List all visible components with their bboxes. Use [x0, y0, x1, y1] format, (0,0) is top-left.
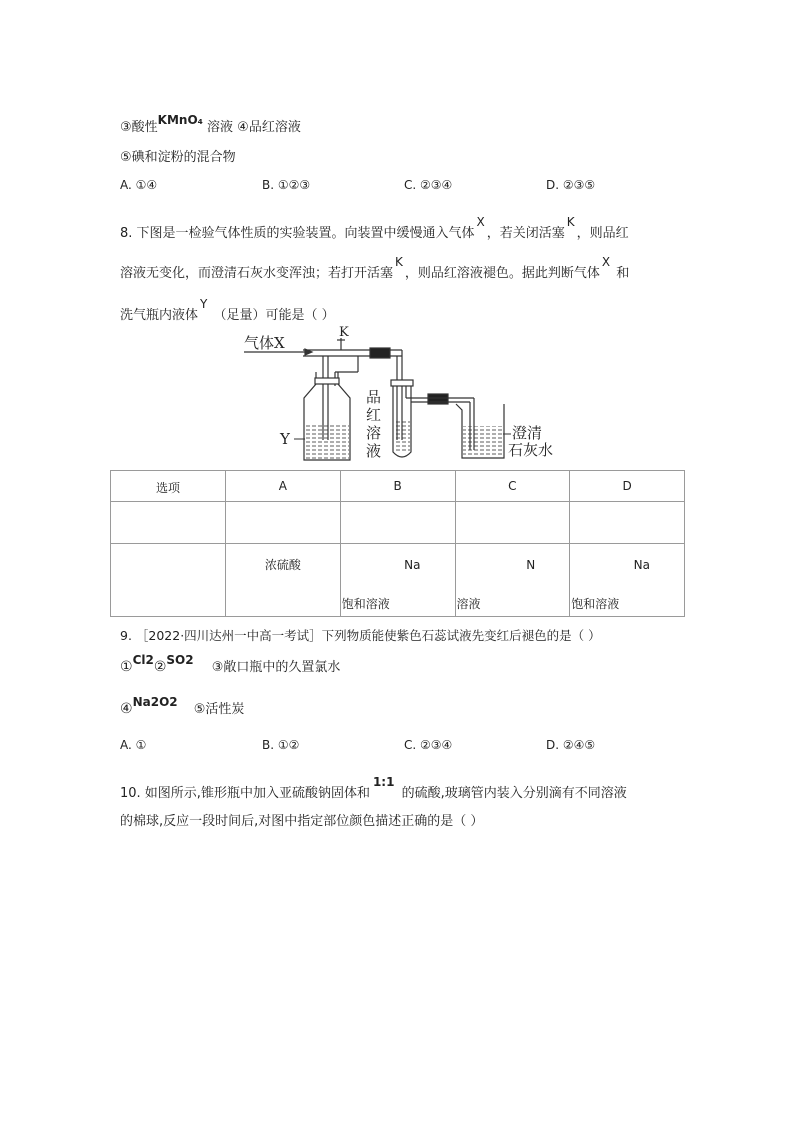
gas-x-label: 气体X: [244, 334, 285, 352]
pinhong-liquid: [394, 420, 410, 452]
cell-c-y: N 溶液: [455, 544, 570, 617]
limewater-liquid: [463, 426, 503, 457]
y-label: Y: [280, 430, 290, 448]
cell-d-y: Na 饱和溶液: [570, 544, 685, 617]
th-d: D: [570, 471, 685, 502]
q9-stem: 9. ［2022·四川达州一中高一考试］下列物质能使紫色石蕊试液先变红后褪色的是（ ）: [120, 628, 601, 643]
q7-option-a: A. ①④: [120, 178, 158, 192]
q7-item-3-4: ③酸性KMnO₄ 溶液 ④品红溶液: [120, 113, 301, 135]
kmno4-formula: KMnO₄: [157, 113, 203, 127]
th-a: A: [226, 471, 341, 502]
liquid-y: [305, 424, 349, 459]
th-option: 选项: [111, 471, 226, 502]
limewater-label-2: 石灰水: [508, 441, 554, 459]
q9-items-4-5: ④Na2O2 ⑤活性炭: [120, 695, 245, 717]
cell-b-y: Na 饱和溶液: [340, 544, 455, 617]
pinhong-label-3: 溶: [366, 424, 382, 442]
th-b: B: [340, 471, 455, 502]
q7-option-b: B. ①②③: [262, 178, 311, 192]
rubber-connector-1: [370, 348, 390, 358]
pinhong-label-4: 液: [366, 442, 382, 460]
q9-items-1-2-3: ①Cl2②SO2 ③敞口瓶中的久置氯水: [120, 653, 341, 675]
th-c: C: [455, 471, 570, 502]
q8-stem-line-3: 洗气瓶内液体Y （足量）可能是（ ）: [120, 297, 335, 323]
q9-option-c: C. ②③④: [404, 738, 453, 752]
q9-option-a: A. ①: [120, 738, 147, 752]
limewater-label-1: 澄清: [512, 424, 543, 442]
q7-option-d: D. ②③⑤: [546, 178, 596, 192]
cell-a-y: 浓硫酸: [226, 544, 341, 617]
table-row-y: [111, 544, 685, 617]
q8-options-table: [110, 470, 685, 617]
k-label: K: [339, 325, 349, 340]
q10-stem-line-2: 的棉球,反应一段时间后,对图中指定部位颜色描述正确的是（ ）: [120, 814, 484, 829]
table-header-row: [111, 471, 685, 502]
pinhong-label-1: 品: [366, 388, 382, 406]
apparatus-diagram: [0, 0, 794, 470]
q10-stem-line-1: 10. 如图所示,锥形瓶中加入亚硫酸钠固体和1:1 的硫酸,玻璃管内装入分别滴有不同溶液: [120, 775, 627, 801]
table-row-x: [111, 502, 685, 544]
q8-stem-line-2: 溶液无变化，而澄清石灰水变浑浊；若打开活塞K，则品红溶液褪色。据此判断气体X 和: [120, 255, 630, 281]
q9-option-b: B. ①②: [262, 738, 300, 752]
pinhong-label-2: 红: [366, 406, 382, 424]
q9-option-d: D. ②④⑤: [546, 738, 596, 752]
q8-stem-line-1: 8. 下图是一检验气体性质的实验装置。向装置中缓慢通入气体X，若关闭活塞K，则品红: [120, 215, 629, 241]
q7-option-c: C. ②③④: [404, 178, 453, 192]
q7-item-5: ⑤碘和淀粉的混合物: [120, 150, 236, 165]
